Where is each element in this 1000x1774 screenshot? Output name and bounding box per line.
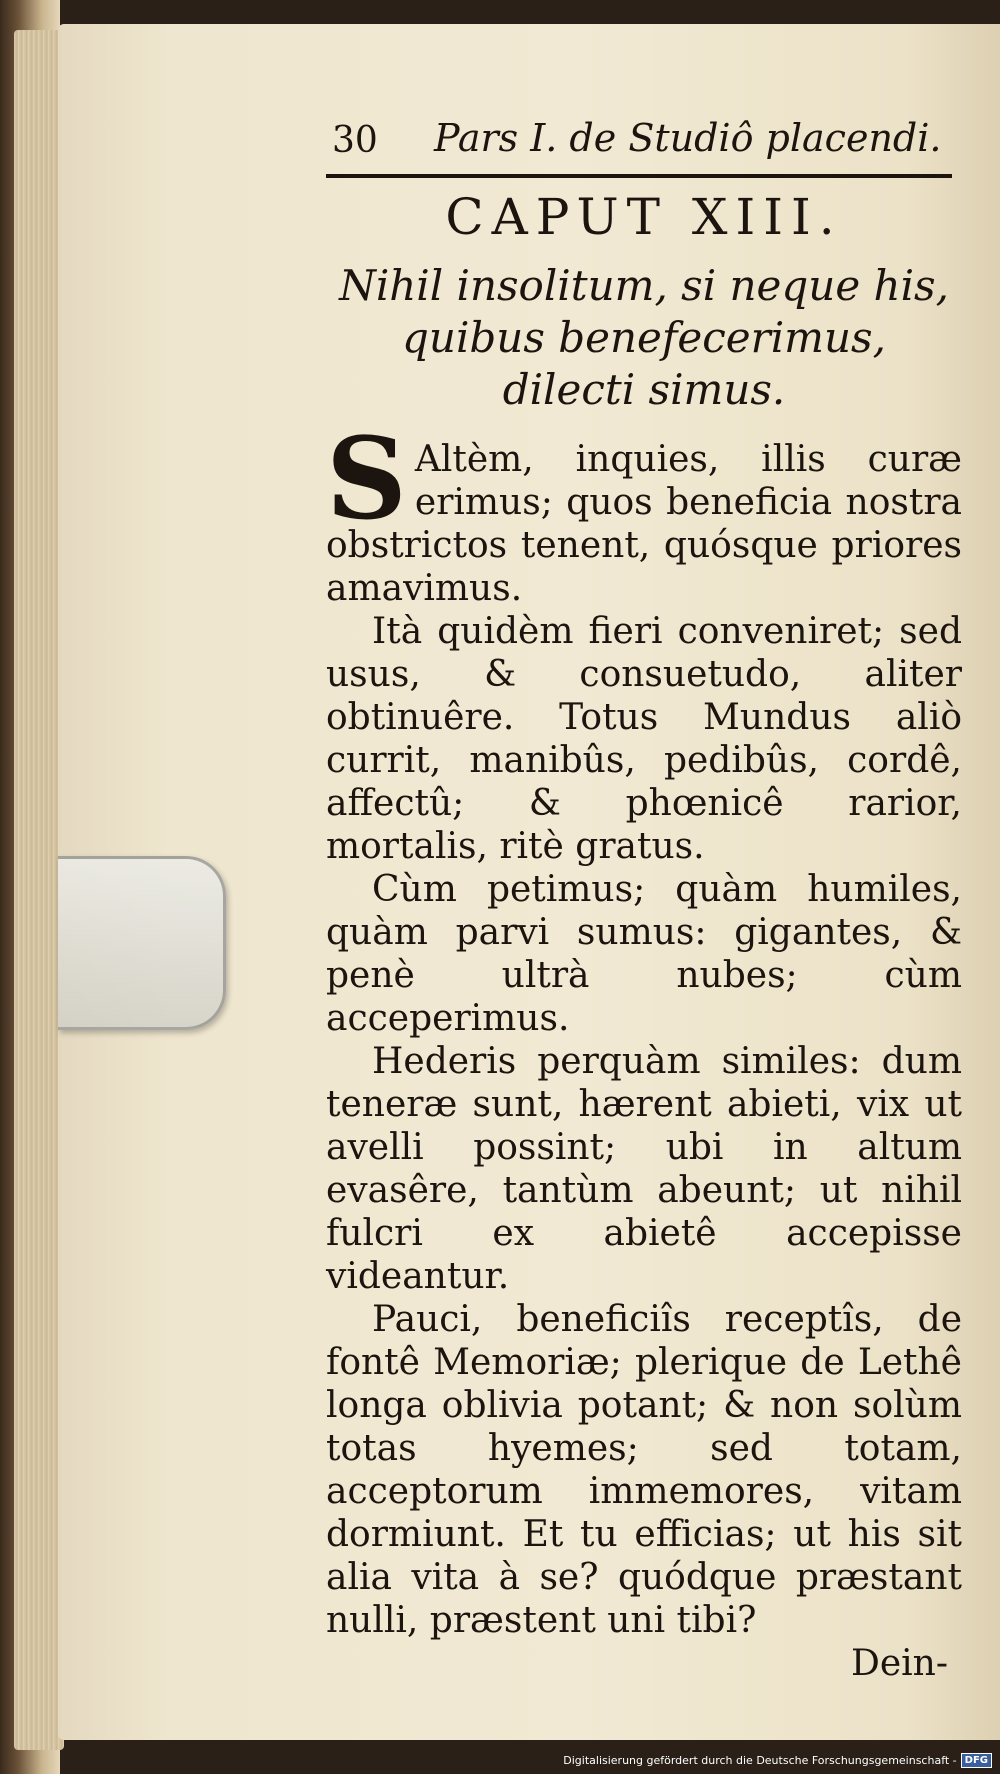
running-head — [326, 112, 962, 174]
paragraph-1 — [326, 414, 962, 610]
paragraph-2: Ità quidèm fieri conveniret; sed usus, & consuetudo, aliter obtinuêre. Totus Mundus aliò currit, manibûs, pedibûs, cordê, affectû; & phœnicê rarior, mortalis, ritè gratus. — [326, 611, 962, 867]
digitization-note: Digitalisierung gefördert durch die Deutsche Forschungsgemeinschaft - — [563, 1754, 957, 1767]
chapter-title: CAPUT XIII. — [445, 188, 843, 246]
paragraph-3: Cùm petimus; quàm humiles, quàm parvi sumus: gigantes, & penè ultrà nubes; cùm acceperimus. — [326, 869, 962, 1039]
text-block — [326, 112, 962, 1685]
catchword: Dein- — [850, 1643, 948, 1684]
dfg-logo-icon: DFG — [961, 1753, 992, 1768]
paragraph-5: Pauci, beneficiîs receptîs, de fontê Memoriæ; plerique de Lethê longa oblivia potant; & non solùm totas hyemes; sed totam, acceptorum immemores, vitam dormiunt. Et tu efficias; ut his sit alia vita à se? quódque præstant nulli, præstent uni tibi? — [326, 1299, 962, 1641]
digitization-footer — [563, 1753, 992, 1768]
paragraph-4: Hederis perquàm similes: dum teneræ sunt, hærent abieti, vix ut avelli possint; ubi in altum evasêre, tantùm abeunt; ut nihil fulcri ex abietê accepisse videantur. — [326, 1041, 962, 1297]
paragraph-text: Altèm, inquies, illis curæ erimus; quos beneficia nostra obstrictos tenent, quósque priores amavimus. — [326, 439, 962, 609]
running-title: Pars I. de Studiô placendi. — [434, 116, 942, 160]
page-number: 30 — [332, 120, 378, 161]
chapter-subtitle: Nihil insolitum, si neque his, quibus benefecerimus, dilecti simus. — [339, 261, 949, 414]
body-text — [326, 414, 962, 1685]
drop-cap: S — [326, 414, 407, 545]
page-edges — [14, 30, 64, 1750]
head-rule — [326, 174, 952, 178]
page-clip — [58, 856, 226, 1030]
